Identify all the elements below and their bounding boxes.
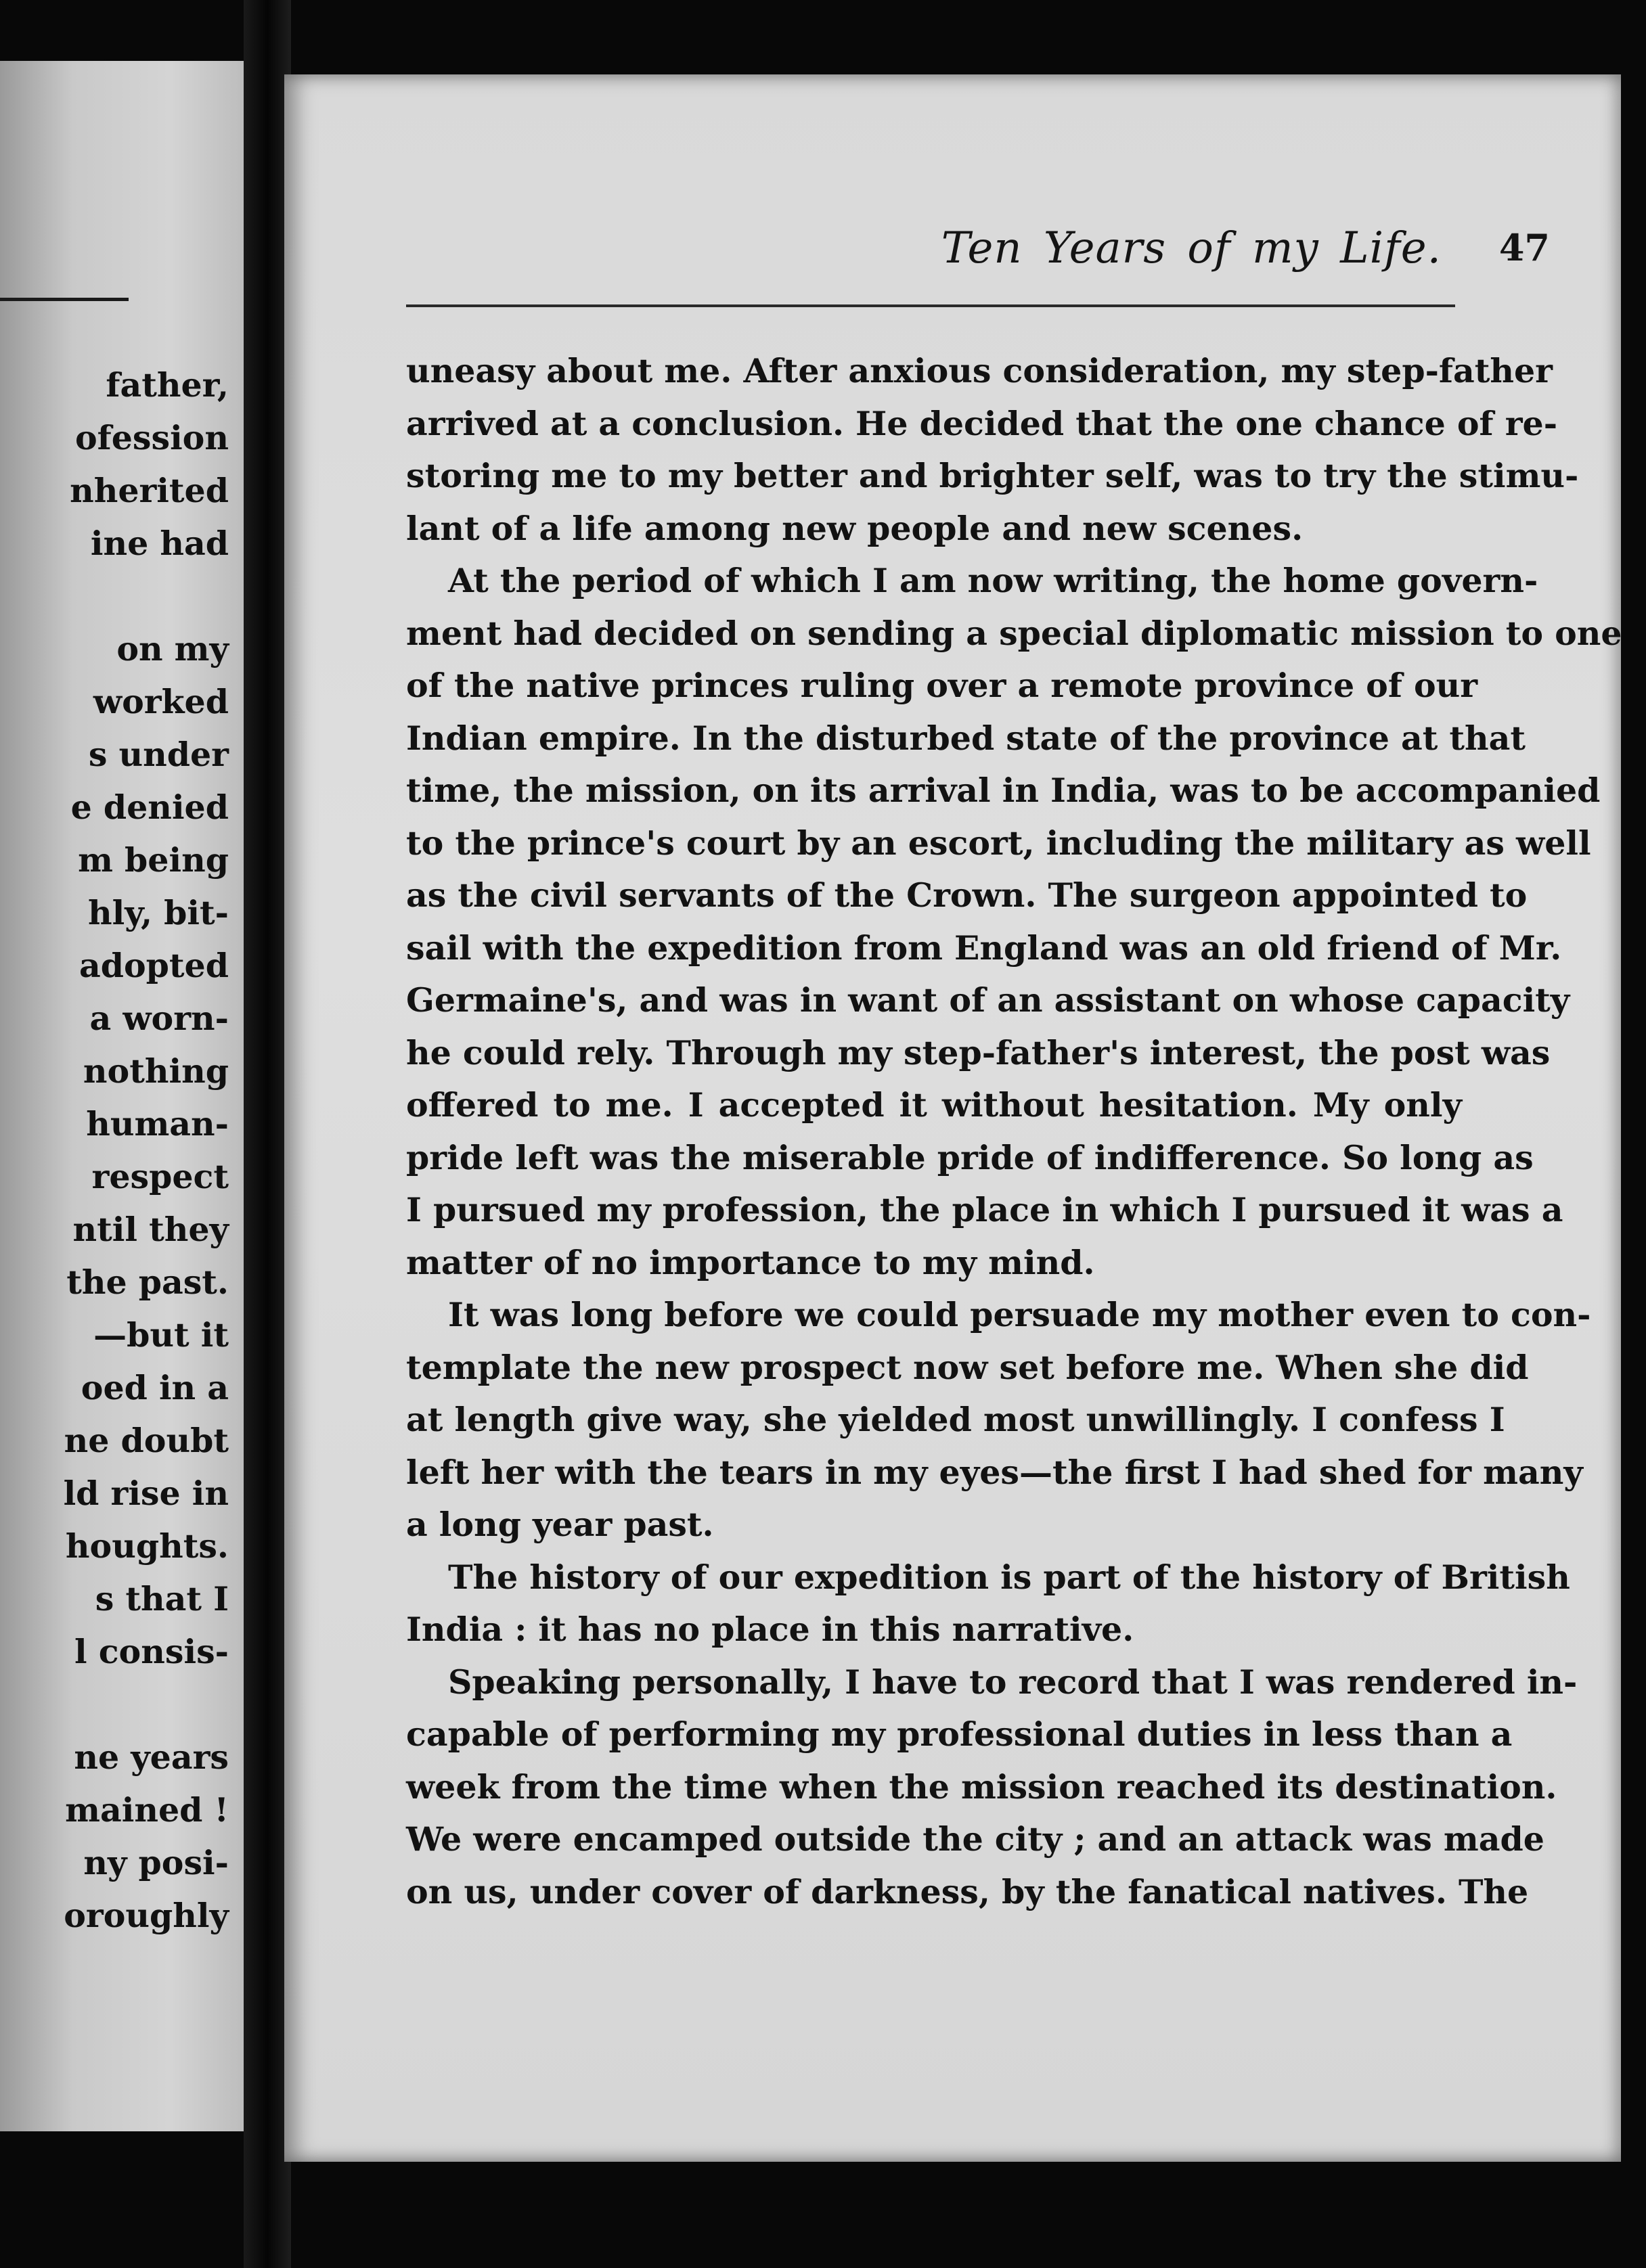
previous-page-line: [0, 1678, 229, 1731]
text-line: pride left was the miserable pride of indifference. So long as: [406, 1137, 1534, 1177]
previous-page-line: ine had: [90, 524, 229, 563]
text-line: ment had decided on sending a special diplomatic mission to one: [406, 613, 1622, 653]
previous-page-line: ny posi-: [83, 1843, 229, 1882]
previous-page-fragment: [0, 61, 244, 2131]
text-line: on us, under cover of darkness, by the fanatical natives. The: [406, 1872, 1529, 1911]
previous-page-line: father,: [106, 365, 229, 405]
text-line: to the prince's court by an escort, including the military as well: [406, 823, 1591, 863]
previous-page-line: on my: [116, 629, 229, 668]
previous-page-line: m being: [78, 840, 229, 880]
previous-page-line: human-: [86, 1104, 229, 1143]
previous-page-line: l consis-: [74, 1632, 229, 1671]
text-line: he could rely. Through my step-father's interest, the post was: [406, 1033, 1551, 1072]
text-line: storing me to my better and brighter self, was to try the stimu-: [406, 456, 1579, 495]
previous-page-line: worked: [93, 682, 229, 721]
previous-page-line: mained !: [65, 1790, 229, 1830]
text-line: India : it has no place in this narrative.: [406, 1610, 1134, 1649]
text-line: It was long before we could persuade my mother even to con-: [448, 1295, 1591, 1334]
paragraph: [406, 555, 1622, 1289]
previous-page-line: nothing: [83, 1051, 229, 1091]
page-number: 47: [1498, 226, 1550, 269]
previous-page-line: —but it: [93, 1315, 229, 1355]
text-line: Indian empire. In the disturbed state of the province at that: [406, 718, 1526, 758]
previous-page-line: ntil they: [72, 1210, 229, 1249]
text-line: Germaine's, and was in want of an assistant on whose capacity: [406, 980, 1570, 1020]
text-line: left her with the tears in my eyes—the first I had shed for many: [406, 1452, 1583, 1492]
previous-page-line: [0, 570, 229, 622]
book-page: [284, 74, 1621, 2162]
previous-page-line: ld rise in: [63, 1474, 229, 1513]
text-line: a long year past.: [406, 1505, 714, 1544]
previous-page-line: houghts.: [65, 1526, 229, 1566]
previous-page-line: ofession: [74, 418, 229, 457]
text-line: as the civil servants of the Crown. The surgeon appointed to: [406, 876, 1528, 915]
text-line: matter of no importance to my mind.: [406, 1242, 1095, 1282]
previous-page-line: oroughly: [64, 1896, 229, 1935]
text-line: arrived at a conclusion. He decided that the one chance of re-: [406, 403, 1558, 443]
text-line: week from the time when the mission reached its destination.: [406, 1767, 1557, 1807]
text-line: lant of a life among new people and new scenes.: [406, 508, 1304, 548]
text-line: capable of performing my professional duties in less than a: [406, 1715, 1513, 1754]
text-line: of the native princes ruling over a remote province of our: [406, 666, 1478, 705]
previous-page-line: s under: [88, 735, 229, 774]
paragraph: [406, 1656, 1578, 1919]
previous-page-line: e denied: [70, 788, 229, 827]
text-line: at length give way, she yielded most unwillingly. I confess I: [406, 1400, 1505, 1439]
text-line: I pursued my profession, the place in which I pursued it was a: [406, 1190, 1563, 1229]
header-rule: [406, 304, 1455, 307]
running-head: [406, 223, 1577, 284]
text-line: Speaking personally, I have to record that I was rendered in-: [448, 1662, 1578, 1702]
text-line: offered to me. I accepted it without hesitation. My only: [406, 1085, 1462, 1125]
text-line: time, the mission, on its arrival in India, was to be accompanied: [406, 771, 1601, 810]
previous-page-line: ne doubt: [64, 1421, 229, 1460]
text-line: sail with the expedition from England was an old friend of Mr.: [406, 928, 1562, 968]
previous-page-text: [0, 359, 229, 1942]
previous-page-line: ne years: [74, 1738, 229, 1777]
previous-page-line: hly, bit-: [88, 893, 229, 932]
paragraph: [406, 1551, 1570, 1656]
previous-page-line: nherited: [70, 471, 229, 510]
previous-page-line: s that I: [95, 1579, 229, 1618]
text-line: The history of our expedition is part of the history of British: [448, 1557, 1570, 1597]
paragraph: [406, 345, 1579, 555]
text-line: At the period of which I am now writing, the home govern-: [448, 561, 1538, 600]
text-line: uneasy about me. After anxious consideration, my step-father: [406, 351, 1553, 390]
paragraph: [406, 1289, 1591, 1551]
previous-page-line: a worn-: [89, 999, 229, 1038]
previous-page-line: oed in a: [81, 1368, 229, 1407]
text-line: We were encamped outside the city ; and an attack was made: [406, 1819, 1544, 1859]
previous-page-line: the past.: [66, 1263, 229, 1302]
running-title: Ten Years of my Life.: [941, 223, 1442, 273]
text-line: template the new prospect now set before me. When she did: [406, 1347, 1529, 1387]
previous-page-line: respect: [91, 1157, 229, 1196]
previous-page-line: adopted: [79, 946, 229, 985]
previous-page-header-rule: [0, 298, 129, 301]
body-text: [406, 345, 1622, 1918]
